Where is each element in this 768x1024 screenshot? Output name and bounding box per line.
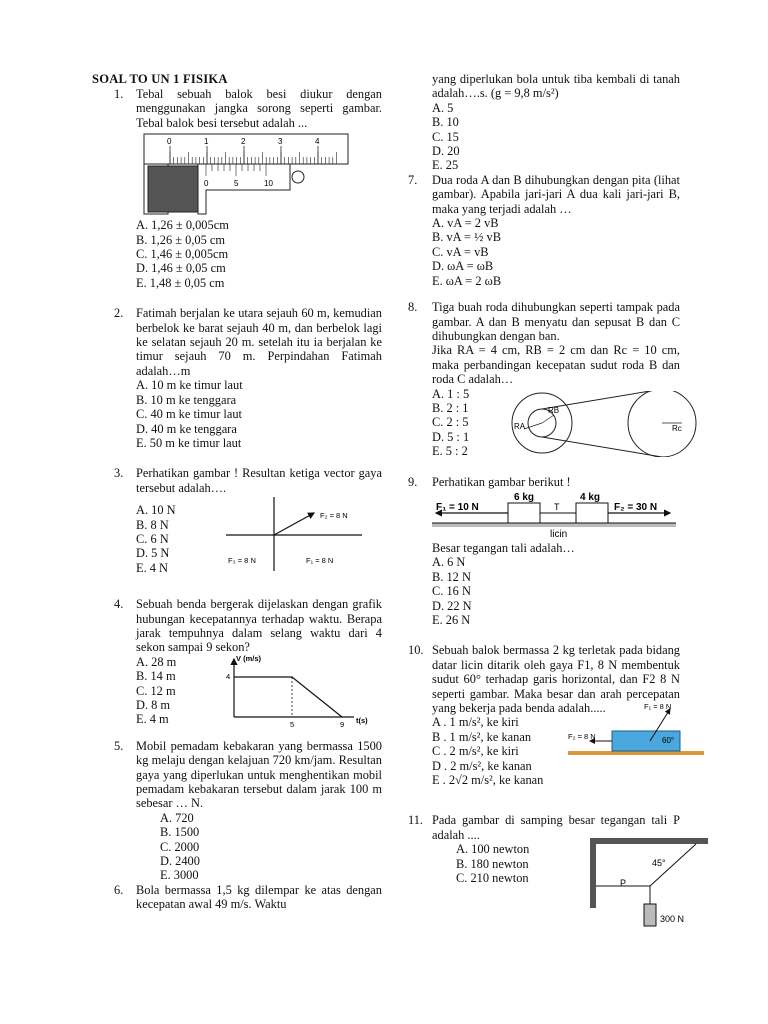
option: B. 10 <box>432 115 459 130</box>
x-axis-label: t(s) <box>356 715 368 725</box>
option: B. 1500 <box>160 825 200 840</box>
options <box>136 218 382 290</box>
option: D. 40 m ke tenggara <box>136 421 237 436</box>
x-tick-label: 5 <box>290 719 295 729</box>
option: A. vA = 2 vB <box>432 216 499 231</box>
question-10 <box>408 643 680 791</box>
option: D. 1,46 ± 0,05 cm <box>136 261 226 276</box>
force-f3-label: F₃ = 8 N <box>228 556 256 566</box>
option: A . 1 m/s², ke kiri <box>432 715 519 730</box>
option: C. 2 : 5 <box>432 415 469 430</box>
angle-label: 60° <box>662 736 675 746</box>
force-vector-figure <box>222 493 382 573</box>
option: A. 1,26 ± 0,005cm <box>136 218 229 233</box>
y-axis-label: V (m/s) <box>236 653 262 663</box>
option: D. 8 m <box>136 697 171 712</box>
question-stem: Tiga buah roda dihubungkan seperti tampak pada gambar. A dan B menyatu dan sepusat B dan C dihubungkan dengan ban. <box>432 300 680 343</box>
main-scale-label: 1 <box>204 137 209 147</box>
y-tick-label: 4 <box>226 671 231 681</box>
question-stem: Sebuah balok bermassa 2 kg terletak pada bidang datar licin ditarik oleh gaya F1, 8 N membentuk sudut 60° terhadap garis horizontal, dan F2 8 N seperti gambar. Maka besar dan arah percepatan yang bekerja pada benda adalah..... <box>432 643 680 715</box>
option: E. 1,48 ± 0,05 cm <box>136 275 225 290</box>
question-number: 1. <box>114 87 124 101</box>
option: C. 40 m ke timur laut <box>136 407 242 422</box>
option: C. vA = vB <box>432 244 489 259</box>
question-stem: Pada gambar di samping besar tegangan tali P adalah .... <box>432 813 680 842</box>
inclined-force-block-figure <box>566 701 706 771</box>
question-3 <box>92 466 382 583</box>
rope-p-label: P <box>620 878 627 889</box>
main-scale-label: 0 <box>167 137 172 147</box>
question-stem-continued: yang diperlukan bola untuk tiba kembali di tanah adalah….s. (g = 9,8 m/s²) <box>432 72 680 101</box>
option: B. vA = ½ vB <box>432 230 501 245</box>
option: C. 16 N <box>432 584 471 599</box>
option: D. 22 N <box>432 598 472 613</box>
question-stem: Fatimah berjalan ke utara sejauh 60 m, kemudian berbelok ke barat sejauh 40 m, dan berbelok lagi ke selatan sejauh 20 m. setelah itu ia berjalan ke timur sejauh 70 m. Perpindahan Fatimah adalah…m <box>136 306 382 378</box>
option: C. 2000 <box>160 839 200 854</box>
radius-c-label: Rc <box>672 423 682 433</box>
force-f2-label: F₂ = 8 N <box>568 732 596 742</box>
main-scale-label: 3 <box>278 137 283 147</box>
x-tick-label: 9 <box>340 719 345 729</box>
question-7 <box>408 173 680 288</box>
vernier-scale-label: 10 <box>264 179 273 189</box>
question-6-continued <box>408 72 680 173</box>
option: E. 4 N <box>136 560 169 575</box>
three-wheels-figure <box>502 391 702 457</box>
force-f1-label: F₁ = 8 N <box>306 556 334 566</box>
option: A. 1 : 5 <box>432 386 470 401</box>
question-8 <box>408 300 680 458</box>
option: A. 10 m ke timur laut <box>136 378 243 393</box>
question-11 <box>408 813 685 925</box>
option: B. 2 : 1 <box>432 400 469 415</box>
force-f2-label: F₂ = 8 N <box>320 511 348 521</box>
tension-label: T <box>554 501 560 512</box>
option: D. 2400 <box>160 854 200 868</box>
question-number: 9. <box>408 474 418 489</box>
question-6 <box>92 883 382 912</box>
option: A. 100 newton <box>456 842 530 857</box>
vernier-scale-label: 0 <box>204 179 209 189</box>
question-number: 5. <box>114 738 124 753</box>
question-number: 2. <box>114 306 124 321</box>
velocity-time-graph <box>214 653 374 735</box>
question-stem: Perhatikan gambar berikut ! <box>432 474 571 489</box>
option: B. 1,26 ± 0,05 cm <box>136 232 226 247</box>
question-stem: Tebal sebuah balok besi diukur dengan menggunakan jangka sorong seperti gambar. Tebal balok besi tersebut adalah ... <box>136 87 382 130</box>
option: D. 20 <box>432 144 460 159</box>
option: E. 26 N <box>432 612 471 627</box>
question-2 <box>92 306 382 450</box>
option: D . 2 m/s², ke kanan <box>432 758 532 773</box>
question-stem-2: Besar tegangan tali adalah… <box>432 540 575 555</box>
question-stem: Dua roda A dan B dihubungkan dengan pita (lihat gambar). Apabila jari-jari A dua kali jari-jari B, maka yang terjadi adalah … <box>432 172 680 216</box>
option: C. 1,46 ± 0,005cm <box>136 247 229 262</box>
two-blocks-figure <box>430 489 680 541</box>
option: E. 25 <box>432 158 459 173</box>
option: A. 5 <box>432 100 454 115</box>
surface-label: licin <box>550 528 568 540</box>
question-1 <box>92 87 382 290</box>
question-stem: Mobil pemadam kebakaran yang bermassa 1500 kg melaju dengan kelajuan 720 km/jam. Resultan gaya yang diperlukan untuk menghentikan mobil pemadam kebakaran tersebut dalam jarak 100 m sebesar … N. <box>136 738 382 811</box>
option: A. 10 N <box>136 503 176 518</box>
option: E. 5 : 2 <box>432 444 468 459</box>
vernier-caliper-figure <box>140 132 356 218</box>
option: D. 5 N <box>136 546 170 561</box>
force-f2-label: F₂ = 30 N <box>614 501 658 513</box>
question-number: 8. <box>408 300 418 315</box>
page-title: SOAL TO UN 1 FISIKA <box>92 72 228 86</box>
option: B. 8 N <box>136 517 169 532</box>
option: C. 210 newton <box>456 871 529 886</box>
question-number: 11. <box>408 813 424 828</box>
option: D. 5 : 1 <box>432 429 470 444</box>
option: E . 2√2 m/s², ke kanan <box>432 773 544 788</box>
question-5 <box>92 739 382 883</box>
question-number: 6. <box>114 882 124 897</box>
question-number: 3. <box>114 466 124 481</box>
mass-label: 6 kg <box>514 491 535 503</box>
question-stem: Bola bermassa 1,5 kg dilempar ke atas dengan kecepatan awal 49 m/s. Waktu <box>136 882 382 912</box>
option: C. 15 <box>432 129 459 144</box>
option: C. 6 N <box>136 531 169 546</box>
option: E. 4 m <box>136 712 169 727</box>
option: E. 50 m ke timur laut <box>136 435 242 450</box>
option: A. 28 m <box>136 654 177 669</box>
option: D. ωA = ωB <box>432 259 494 274</box>
main-scale-label: 4 <box>315 137 320 147</box>
question-stem: Perhatikan gambar ! Resultan ketiga vector gaya tersebut adalah…. <box>136 466 382 495</box>
question-number: 10. <box>408 643 424 658</box>
force-f1-label: F₁ = 8 N <box>644 702 672 712</box>
question-9 <box>408 475 680 628</box>
main-scale-label: 2 <box>241 137 246 147</box>
radius-b-label: RB <box>548 405 560 415</box>
left-column <box>92 66 382 912</box>
option: B. 12 N <box>432 569 471 584</box>
angle-label: 45° <box>652 858 666 869</box>
vernier-scale-label: 5 <box>234 179 239 189</box>
option: C . 2 m/s², ke kiri <box>432 744 519 759</box>
question-number: 7. <box>408 172 418 187</box>
option: A. 720 <box>160 810 194 825</box>
hanging-weight-figure <box>590 836 710 946</box>
question-stem: Sebuah benda bergerak dijelaskan dengan grafik hubungan kecepatannya terhadap waktu. Berapa jarak tempuhnya dalam selang waktu dari 4 sekon sampai 9 sekon? <box>136 597 382 655</box>
option: E. ωA = 2 ωB <box>432 273 502 288</box>
question-4 <box>92 597 382 729</box>
right-column <box>408 72 685 925</box>
question-stem-2: Jika RA = 4 cm, RB = 2 cm dan Rc = 10 cm, maka perbandingan kecepatan sudut roda B dan roda C adalah… <box>432 343 680 387</box>
option: B . 1 m/s², ke kanan <box>432 729 532 744</box>
option: B. 14 m <box>136 669 176 684</box>
weight-label: 300 N <box>660 914 685 925</box>
option: B. 10 m ke tenggara <box>136 392 237 407</box>
option: E. 3000 <box>160 868 199 883</box>
option: C. 12 m <box>136 683 176 698</box>
radius-a-label: RA <box>514 421 526 431</box>
force-f1-label: F₁ = 10 N <box>436 501 479 513</box>
question-number: 4. <box>114 597 124 612</box>
option: B. 180 newton <box>456 856 529 871</box>
mass-label: 4 kg <box>580 491 601 503</box>
option: A. 6 N <box>432 555 466 570</box>
